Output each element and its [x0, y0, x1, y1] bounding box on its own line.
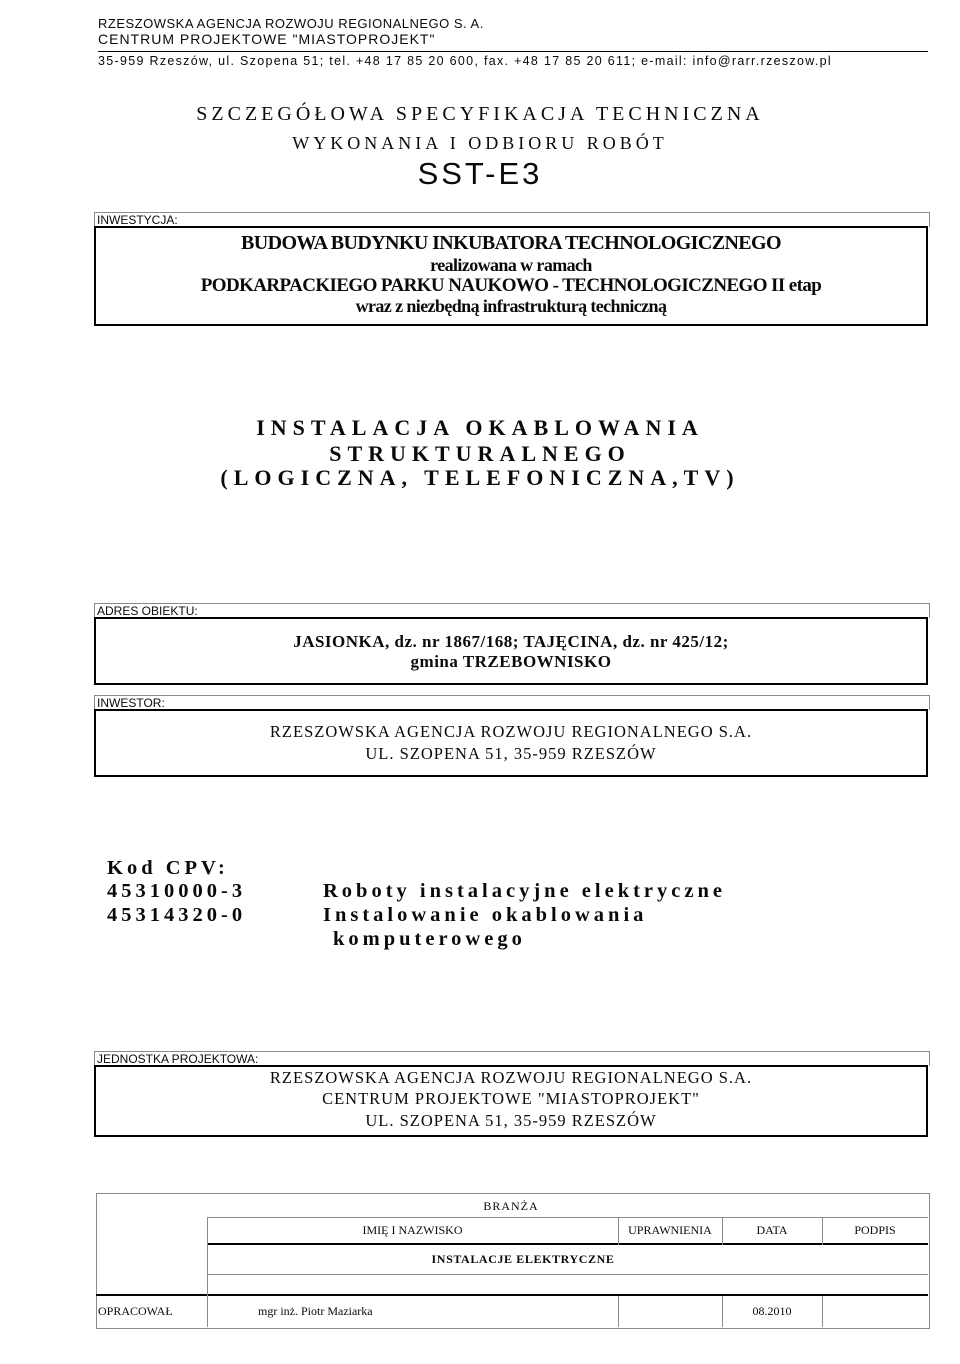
- row-name: mgr inż. Piotr Maziarka: [258, 1304, 373, 1318]
- design-unit-line1: RZESZOWSKA AGENCJA ROZWOJU REGIONALNEGO S.A.: [269, 1068, 753, 1087]
- investor-label: INWESTOR:: [97, 696, 165, 710]
- investment-label: INWESTYCJA:: [97, 213, 178, 227]
- table-rule: [207, 1217, 928, 1218]
- branch-header: BRANŻA: [483, 1199, 539, 1213]
- table-rule: [207, 1243, 928, 1245]
- investment-label-bar: [94, 212, 930, 227]
- investor-label-bar: [94, 695, 930, 710]
- design-unit-line2: CENTRUM PROJEKTOWE "MIASTOPROJEKT": [322, 1089, 700, 1108]
- cpv-code-2: 45314320-0: [107, 904, 247, 926]
- address-line2: gmina TRZEBOWNISKO: [410, 652, 612, 671]
- address-line1: JASIONKA, dz. nr 1867/168; TAJĘCINA, dz. nr 425/12;: [293, 632, 729, 651]
- spec-title-line1: SZCZEGÓŁOWA SPECYFIKACJA TECHNICZNA: [196, 103, 764, 125]
- subject-line2: STRUKTURALNEGO: [329, 441, 631, 466]
- address-label: ADRES OBIEKTU:: [97, 604, 198, 618]
- investor-line1: RZESZOWSKA AGENCJA ROZWOJU REGIONALNEGO S.A.: [269, 722, 753, 741]
- subject-line1: INSTALACJA OKABLOWANIA: [256, 415, 704, 440]
- subject-line3: (LOGICZNA, TELEFONICZNA,TV): [220, 465, 740, 490]
- table-rule: [618, 1296, 619, 1327]
- company-contact: 35-959 Rzeszów, ul. Szopena 51; tel. +48 17 85 20 600, fax. +48 17 85 20 611; e-mail: info@rarr.rzeszow.pl: [98, 54, 832, 68]
- investor-line2: UL. SZOPENA 51, 35-959 RZESZÓW: [365, 744, 657, 763]
- investment-line1: BUDOWA BUDYNKU INKUBATORA TECHNOLOGICZNEGO: [241, 232, 781, 254]
- investment-line4: wraz z niezbędną infrastrukturą techniczną: [355, 296, 667, 316]
- company-division: CENTRUM PROJEKTOWE "MIASTOPROJEKT": [98, 31, 436, 47]
- col-permissions-header: UPRAWNIENIA: [628, 1223, 712, 1237]
- table-rule: [96, 1294, 928, 1296]
- address-label-bar: [94, 603, 930, 618]
- cpv-heading: Kod CPV:: [107, 857, 229, 879]
- cpv-desc-2: Instalowanie okablowania: [323, 904, 648, 926]
- investment-line2: realizowana w ramach: [430, 255, 592, 275]
- col-signature-header: PODPIS: [854, 1223, 896, 1237]
- row-date: 08.2010: [752, 1304, 792, 1318]
- design-unit-label-bar: [94, 1051, 930, 1066]
- branch-name: INSTALACJE ELEKTRYCZNE: [431, 1252, 615, 1266]
- header-divider: [98, 51, 928, 52]
- investor-box: [94, 709, 928, 777]
- design-unit-label: JEDNOSTKA PROJEKTOWA:: [97, 1052, 259, 1066]
- table-rule: [822, 1296, 823, 1327]
- col-date-header: DATA: [756, 1223, 788, 1237]
- design-unit-line3: UL. SZOPENA 51, 35-959 RZESZÓW: [365, 1111, 657, 1130]
- cpv-code-1: 45310000-3: [107, 880, 247, 902]
- cpv-desc-2-continuation: komputerowego: [333, 928, 526, 950]
- spec-code: SST-E3: [417, 156, 543, 191]
- company-name: RZESZOWSKA AGENCJA ROZWOJU REGIONALNEGO S. A.: [98, 16, 484, 31]
- spec-title-line2: WYKONANIA I ODBIORU ROBÓT: [292, 133, 668, 153]
- investment-line3: PODKARPACKIEGO PARKU NAUKOWO - TECHNOLOGICZNEGO II etap: [200, 275, 822, 296]
- col-name-header: IMIĘ I NAZWISKO: [362, 1223, 463, 1237]
- cpv-desc-1: Roboty instalacyjne elektryczne: [323, 880, 726, 902]
- row-role: OPRACOWAŁ: [98, 1304, 173, 1318]
- table-rule: [207, 1274, 928, 1275]
